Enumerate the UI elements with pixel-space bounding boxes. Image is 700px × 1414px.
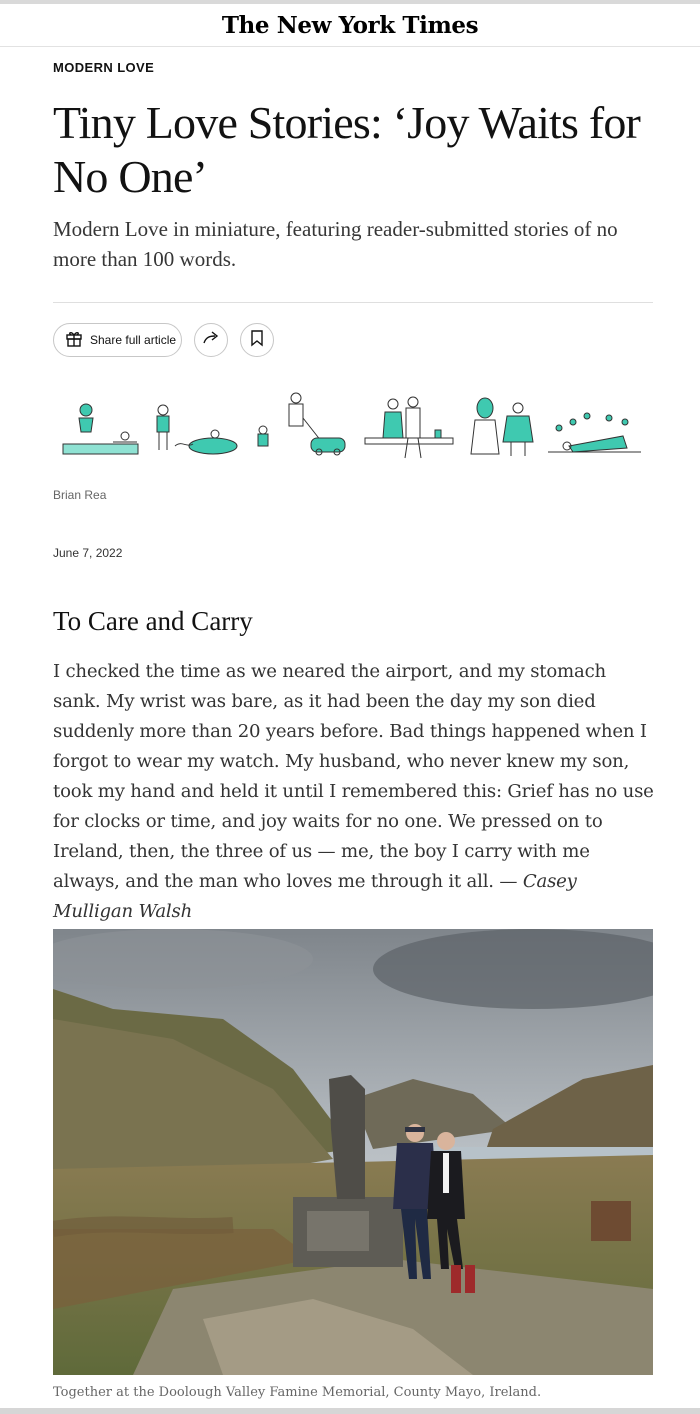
- article-summary: Modern Love in miniature, featuring reader-submitted stories of no more than 100 words.: [53, 217, 618, 271]
- story-body: [53, 657, 658, 927]
- photo-caption: Together at the Doolough Valley Famine Memorial, County Mayo, Ireland.: [53, 1385, 542, 1400]
- story-title: To Care and Carry: [53, 606, 253, 636]
- share-full-article-label: Share full article: [90, 333, 177, 347]
- header-illustration: [53, 388, 653, 468]
- illustration-vignette-2: [157, 405, 237, 454]
- share-button[interactable]: [194, 323, 228, 357]
- article-photo: [53, 929, 653, 1375]
- story-body-text: I checked the time as we neared the airport, and my stomach sank. My wrist was bare, as it had been the day my son died suddenly more than 20 years before. Bad things happened when I forgot to wear my watch. My husband, who never knew my son, took my hand and held it until I remembered this: Grief has no use for clocks or time, and joy waits for no one. We pressed on to Ireland, then, the three of us — me, the boy I carry with me always, and the man who loves me through it all. —: [53, 661, 654, 892]
- share-full-article-button[interactable]: [53, 323, 182, 357]
- share-arrow-icon: [202, 329, 220, 351]
- section-kicker[interactable]: MODERN LOVE: [53, 60, 155, 75]
- save-button[interactable]: [240, 323, 274, 357]
- story-author: Casey Mulligan Walsh: [53, 871, 577, 922]
- nyt-logo[interactable]: The New York Times: [221, 11, 479, 39]
- illustration-vignette-1: [63, 404, 138, 454]
- divider: [53, 302, 653, 303]
- masthead: [0, 4, 700, 47]
- window-bottom-bar: [0, 1408, 700, 1414]
- illustration-vignette-4: [365, 397, 453, 458]
- bookmark-icon: [249, 329, 265, 351]
- article-headline: Tiny Love Stories: ‘Joy Waits for No One’: [53, 97, 641, 202]
- illustration-credit: Brian Rea: [53, 488, 107, 502]
- publish-date: June 7, 2022: [53, 546, 123, 560]
- gift-icon: [64, 328, 84, 352]
- illustration-vignette-6: [548, 413, 641, 452]
- illustration-vignette-3: [258, 393, 345, 455]
- illustration-vignette-5: [471, 398, 533, 456]
